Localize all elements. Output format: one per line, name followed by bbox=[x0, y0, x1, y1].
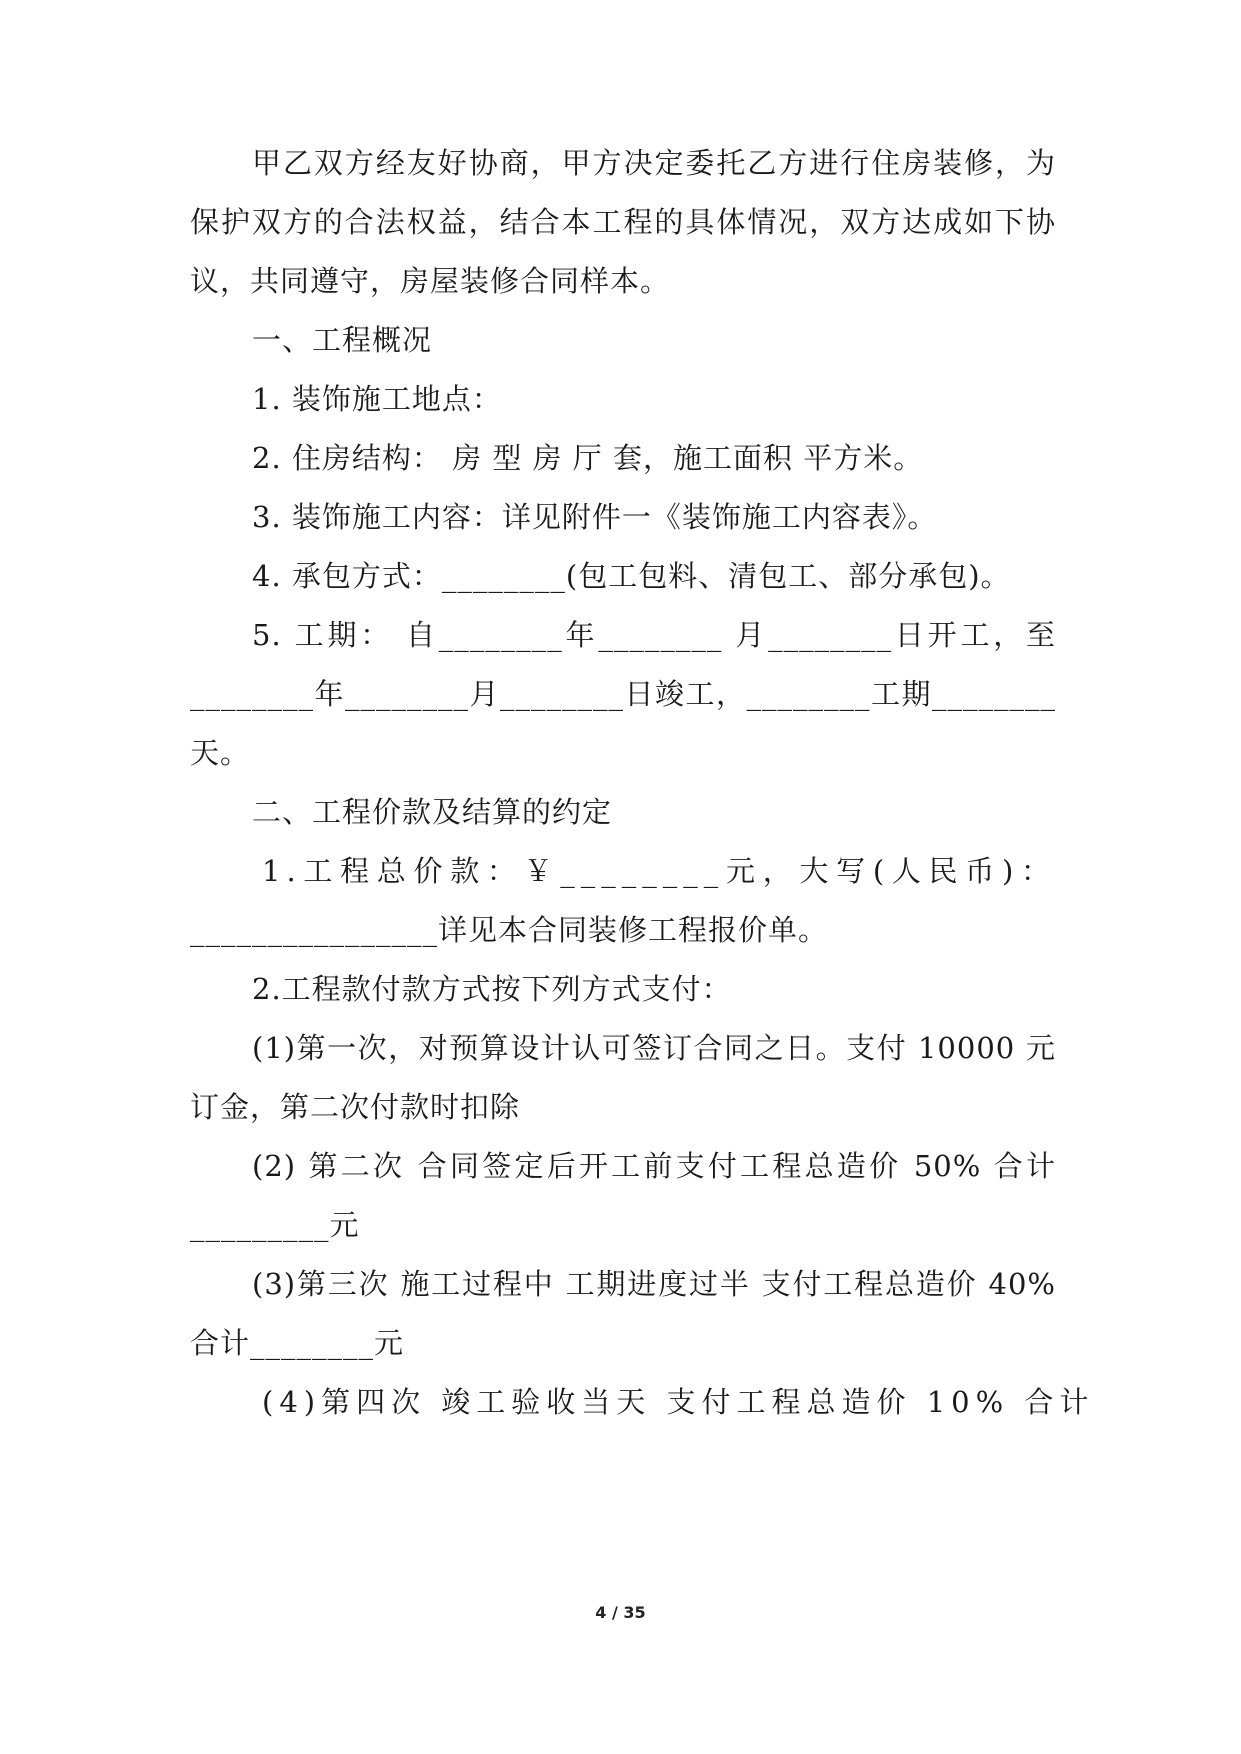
list-item: 5. 工期： 自________年________ 月________日开工，至 bbox=[252, 618, 1056, 652]
payment-item-continued: _________元 bbox=[190, 1208, 360, 1242]
section-heading: 一、工程概况 bbox=[252, 323, 433, 357]
list-item: 4. 承包方式：________(包工包料、清包工、部分承包)。 bbox=[252, 559, 1011, 593]
list-item-continued: 天。 bbox=[190, 736, 251, 770]
list-item: 2.工程款付款方式按下列方式支付： bbox=[252, 972, 732, 1006]
payment-item: (4)第四次 竣工验收当天 支付工程总造价 10% 合计 bbox=[262, 1385, 1095, 1419]
payment-item-continued: 合计________元 bbox=[190, 1326, 405, 1360]
payment-item: (1)第一次，对预算设计认可签订合同之日。支付 10000 元 bbox=[252, 1031, 1056, 1065]
list-item: 3. 装饰施工内容：详见附件一《装饰施工内容表》。 bbox=[252, 500, 938, 534]
payment-item: (2) 第二次 合同签定后开工前支付工程总造价 50% 合计 bbox=[252, 1149, 1056, 1183]
list-item-continued: ________年________月________日竣工，________工期________ bbox=[190, 677, 1056, 711]
list-item: 1. 装饰施工地点： bbox=[252, 382, 502, 416]
page-number: 4 / 35 bbox=[595, 1603, 646, 1622]
paragraph-line: 甲乙双方经友好协商，甲方决定委托乙方进行住房装修，为 bbox=[252, 146, 1056, 180]
paragraph-line: 保护双方的合法权益，结合本工程的具体情况，双方达成如下协 bbox=[190, 205, 1056, 239]
list-item: 2. 住房结构： 房 型 房 厅 套，施工面积 平方米。 bbox=[252, 441, 924, 475]
list-item-continued: ________________详见本合同装修工程报价单。 bbox=[190, 913, 829, 947]
section-heading: 二、工程价款及结算的约定 bbox=[252, 795, 613, 829]
payment-item: (3)第三次 施工过程中 工期进度过半 支付工程总造价 40% bbox=[252, 1267, 1056, 1301]
paragraph-line: 议，共同遵守，房屋装修合同样本。 bbox=[190, 264, 671, 298]
list-item: 1.工程总价款：￥________元，大写(人民币)： bbox=[262, 854, 1056, 888]
payment-item-continued: 订金，第二次付款时扣除 bbox=[190, 1090, 521, 1124]
